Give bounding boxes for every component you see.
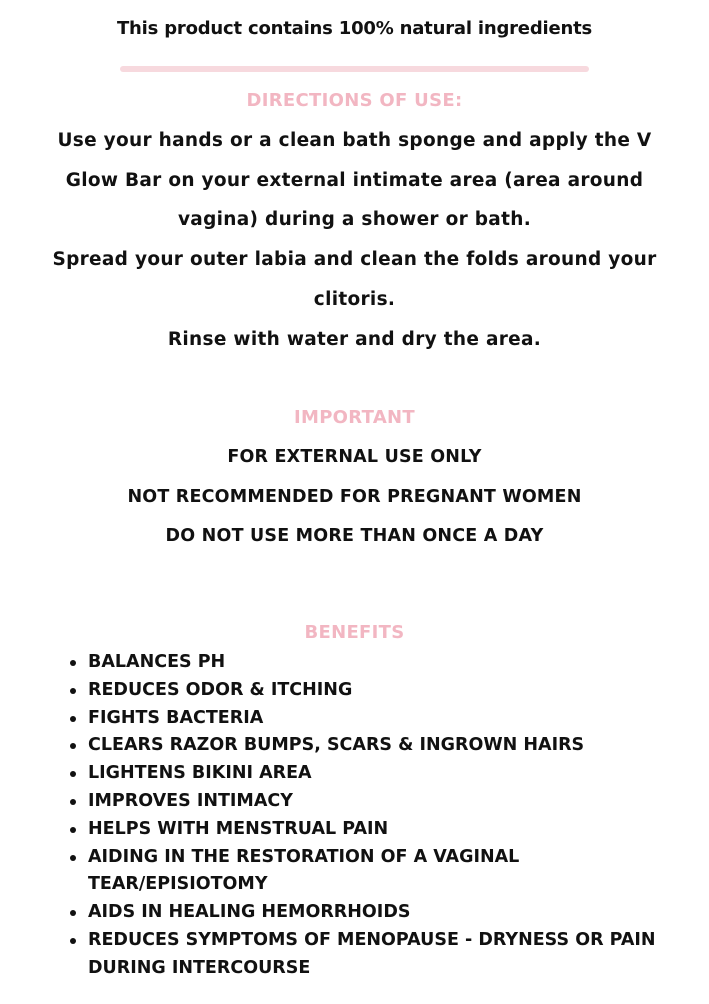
benefit-item [68, 649, 678, 677]
benefit-item [68, 705, 678, 733]
important-heading: IMPORTANT [293, 407, 415, 428]
divider [120, 66, 589, 72]
benefit-text: AIDS IN HEALING HEMORRHOIDS [88, 902, 411, 923]
bullet-icon [70, 771, 76, 777]
directions-text [50, 121, 659, 359]
benefit-text: REDUCES SYMPTOMS OF MENOPAUSE - DRYNESS OR PAIN DURING INTERCOURSE [88, 929, 656, 978]
benefit-item [68, 816, 678, 844]
bullet-icon [70, 743, 76, 749]
important-item: FOR EXTERNAL USE ONLY [227, 447, 482, 467]
benefit-text: LIGHTENS BIKINI AREA [88, 763, 312, 784]
benefit-item [68, 760, 678, 788]
benefit-text: CLEARS RAZOR BUMPS, SCARS & INGROWN HAIRS [88, 735, 585, 756]
benefit-item [68, 732, 678, 760]
bullet-icon [70, 799, 76, 805]
tagline: This product contains 100% natural ingredients [116, 18, 593, 39]
bullet-icon [70, 827, 76, 833]
bullet-icon [70, 660, 76, 666]
benefits-list [68, 649, 678, 983]
benefit-text: BALANCES PH [88, 652, 226, 672]
bullet-icon [70, 688, 76, 694]
directions-line: Use your hands or a clean bath sponge and apply the V Glow Bar on your external intimate area (area around vagina) during a shower or bath. [57, 130, 652, 231]
benefit-item [68, 899, 678, 927]
benefit-text: AIDING IN THE RESTORATION OF A VAGINAL TEAR/EPISIOTOMY [88, 846, 520, 895]
bullet-icon [70, 716, 76, 722]
bullet-icon [70, 938, 76, 944]
benefit-item [68, 677, 678, 705]
benefit-text: REDUCES ODOR & ITCHING [88, 679, 353, 700]
benefit-item [68, 844, 678, 900]
directions-line: Rinse with water and dry the area. [167, 328, 542, 350]
bullet-icon [70, 910, 76, 916]
benefit-text: FIGHTS BACTERIA [88, 707, 264, 728]
important-item: DO NOT USE MORE THAN ONCE A DAY [165, 526, 544, 547]
benefit-text: HELPS WITH MENSTRUAL PAIN [88, 818, 389, 839]
directions-heading: DIRECTIONS OF USE: [246, 90, 463, 111]
benefit-text: IMPROVES INTIMACY [88, 790, 293, 811]
important-list [0, 438, 709, 557]
benefits-heading: BENEFITS [304, 622, 405, 643]
important-item: NOT RECOMMENDED FOR PREGNANT WOMEN [127, 486, 582, 507]
directions-line: Spread your outer labia and clean the folds around your clitoris. [52, 249, 657, 310]
bullet-icon [70, 855, 76, 861]
benefit-item [68, 788, 678, 816]
benefit-item [68, 927, 678, 983]
